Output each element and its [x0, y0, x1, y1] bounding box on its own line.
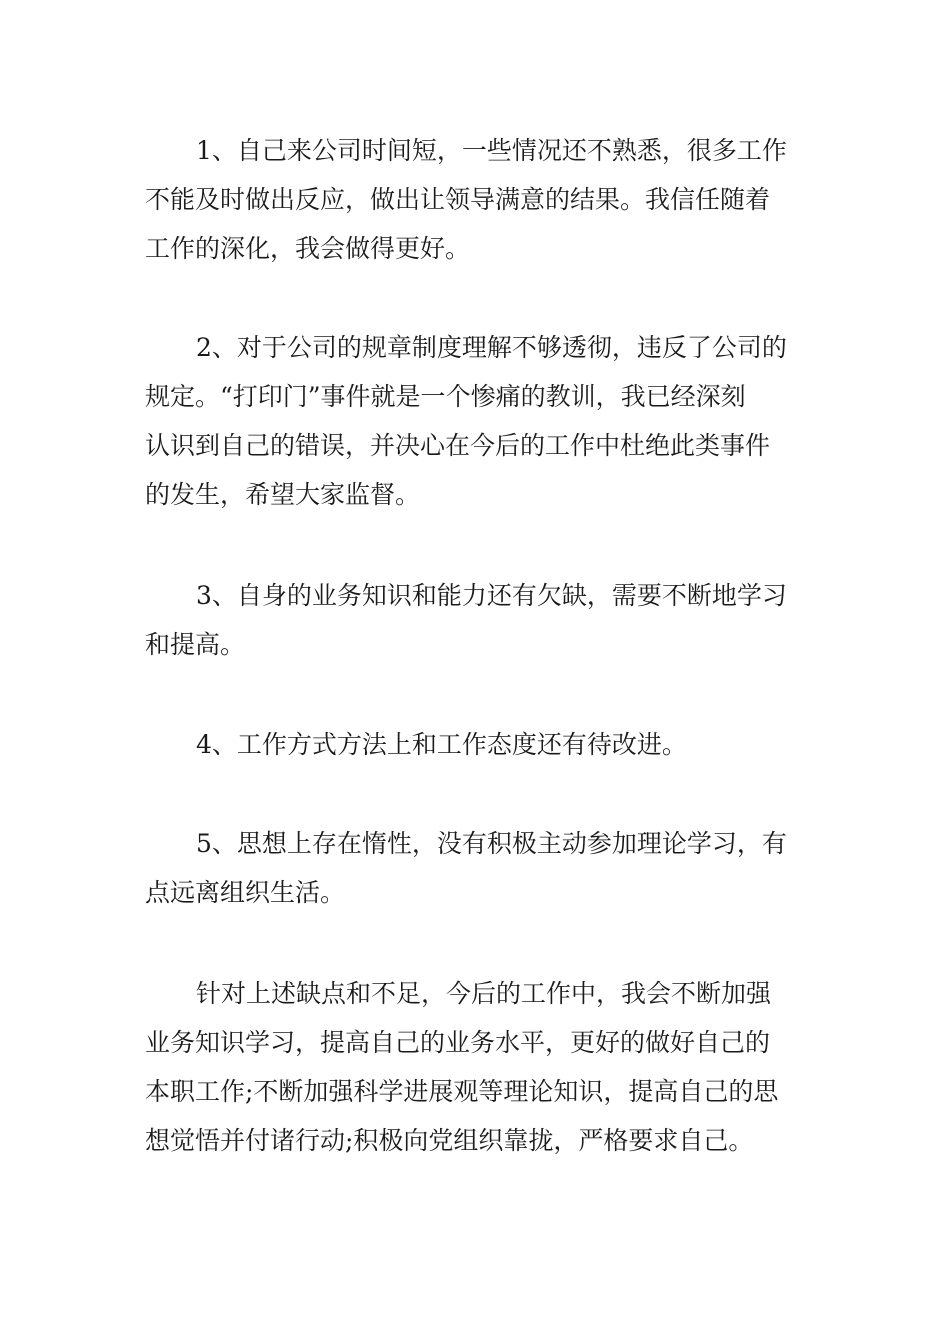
paragraph-line: 点远离组织生活。 [145, 878, 346, 907]
paragraph-line: 业务知识学习，提高自己的业务水平，更好的做好自己的 [145, 1028, 771, 1057]
paragraph-line: 5、思想上存在惰性，没有积极主动参加理论学习，有 [196, 829, 787, 858]
paragraph-line: 针对上述缺点和不足，今后的工作中，我会不断加强 [196, 979, 772, 1008]
paragraph-line: 想觉悟并付诸行动;积极向党组织靠拢，严格要求自己。 [145, 1126, 754, 1155]
paragraph-line: 工作的深化，我会做得更好。 [145, 234, 471, 263]
paragraph-line: 2、对于公司的规章制度理解不够透彻，违反了公司的 [196, 333, 787, 362]
paragraph-line: 和提高。 [145, 630, 246, 659]
paragraph-line: 不能及时做出反应，做出让领导满意的结果。我信任随着 [145, 185, 771, 214]
paragraph-line: 4、工作方式方法上和工作态度还有待改进。 [196, 730, 687, 759]
paragraph-line: 认识到自己的错误，并决心在今后的工作中杜绝此类事件 [145, 431, 771, 460]
paragraph-line: 3、自身的业务知识和能力还有欠缺，需要不断地学习 [196, 581, 787, 610]
paragraph-line: 规定。“打印门”事件就是一个惨痛的教训，我已经深刻 [145, 382, 746, 411]
paragraph-line: 本职工作;不断加强科学进展观等理论知识，提高自己的思 [145, 1077, 779, 1106]
paragraph-line: 的发生，希望大家监督。 [145, 480, 421, 509]
paragraph-line: 1、自己来公司时间短，一些情况还不熟悉，很多工作 [196, 136, 787, 165]
